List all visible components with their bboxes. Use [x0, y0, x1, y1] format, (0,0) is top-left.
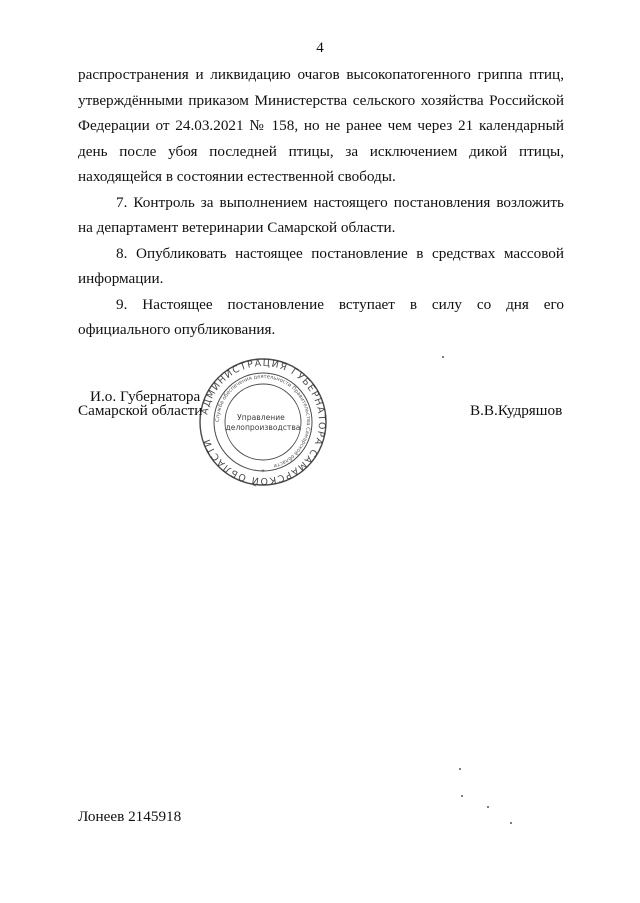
text-line: информации.	[78, 270, 164, 287]
text-line: 7. Контроль за выполнением настоящего постановления возложить	[116, 193, 564, 211]
seal-center-line2: делопроизводства	[225, 423, 301, 432]
signatory-name: В.В.Кудряшов	[470, 402, 563, 419]
text-line: утверждёнными приказом Министерства сельского хозяйства Российской	[78, 91, 564, 109]
official-seal	[198, 356, 328, 488]
scan-speck	[510, 822, 512, 824]
text-line: 9. Настоящее постановление вступает в силу со дня его	[116, 295, 564, 313]
text-line: находящейся в состоянии естественной свободы.	[78, 168, 396, 185]
text-line: на департамент ветеринарии Самарской области.	[78, 219, 396, 236]
executor-code: Лонеев 2145918	[78, 808, 182, 825]
paragraph-item-8	[78, 241, 564, 292]
seal-center-line1: Управление	[237, 413, 285, 422]
signatory-region: Самарской области	[78, 402, 203, 419]
scan-speck	[461, 795, 463, 797]
text-line: 8. Опубликовать настоящее постановление в средствах массовой	[116, 244, 564, 262]
seal-outer-text: АДМИНИСТРАЦИЯ ГУБЕРНАТОРА САМАРСКОЙ ОБЛАСТИ	[199, 357, 328, 487]
text-line: распространения и ликвидацию очагов высокопатогенного гриппа птиц,	[78, 66, 564, 83]
svg-text:*: *	[261, 468, 265, 476]
seal-inner-text: Служба обеспечения деятельности Правительства Самарской области	[214, 373, 312, 469]
text-line: Федерации от 24.03.2021 № 158, но не ранее чем через 21 календарный	[78, 117, 564, 134]
paragraph-continuation	[78, 62, 564, 190]
scan-speck	[442, 356, 444, 358]
paragraph-item-7	[78, 190, 564, 241]
signatory-title: И.о. Губернатора	[90, 388, 201, 405]
body-text	[78, 62, 564, 343]
scan-speck	[487, 806, 489, 808]
text-line: день после убоя последней птицы, за исключением дикой птицы,	[78, 142, 564, 160]
paragraph-item-9	[78, 292, 564, 343]
page-number: 4	[316, 40, 324, 56]
text-line: официального опубликования.	[78, 321, 276, 338]
scan-speck	[459, 768, 461, 770]
